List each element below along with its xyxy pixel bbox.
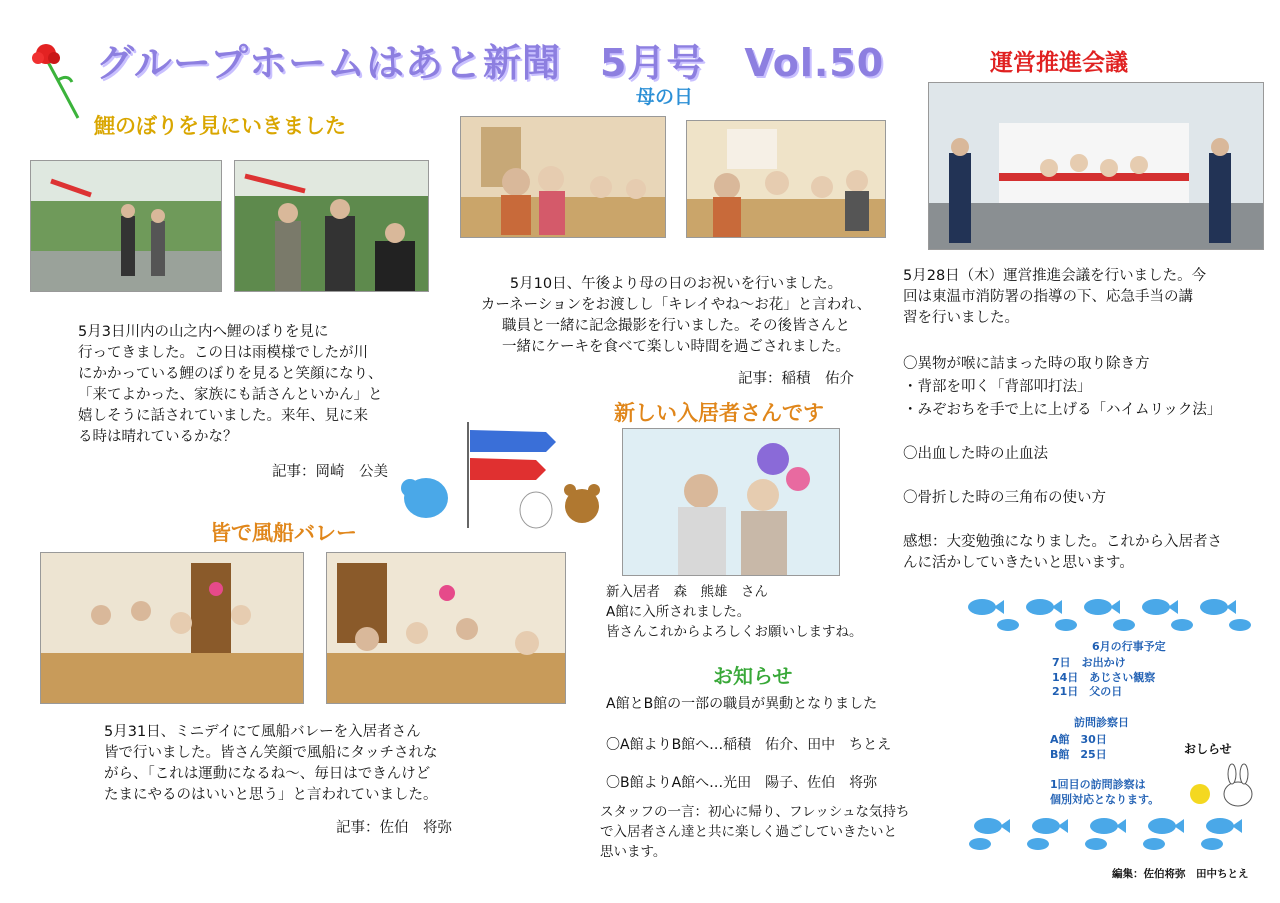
meeting-item-5: 〇骨折した時の三角布の使い方 [903,490,1106,506]
meeting-item-1: 〇異物が喉に詰まった時の取り除き方 [903,356,1150,372]
carp-signature: 記事：岡崎 公美 [272,464,388,480]
mothers-day-signature: 記事：稲積 佑介 [738,371,854,387]
carp-photo-1 [30,160,222,292]
oshirase-label: おしらせ [1184,742,1232,756]
notice-line-1: A館とB館の一部の職員が異動となりました [606,696,878,712]
meeting-item-4: 〇出血した時の止血法 [903,446,1048,462]
visit-note: 1回目の訪問診察は 個別対応となります。 [1050,778,1160,806]
notice-line-2: 〇A館よりB館へ…稲積 佑介、田中 ちとえ [606,737,892,753]
new-resident-heading: 新しい入居者さんです [614,401,824,425]
mothers-day-photo-1 [460,116,666,238]
meeting-heading: 運営推進会議 [990,50,1128,76]
schedule-title: 6月の行事予定 [1092,640,1166,653]
rabbit-chick-illustration [1180,760,1260,810]
visit-dates: A館 30日 B館 25日 [1050,733,1107,761]
newsletter-title: グループホームはあと新聞 5月号 Vol.50 [96,41,885,85]
schedule-events: 7日 お出かけ 14日 あじさい観察 21日 父の日 [1052,656,1156,698]
mothers-day-heading: 母の日 [636,86,694,108]
notice-heading: お知らせ [713,664,793,688]
staff-comment: スタッフの一言：初心に帰り、フレッシュな気持ち で入居者さん達と共に楽しく過ごしていきたいと 思います。 [600,804,910,860]
editor-credit: 編集：佐伯将弥 田中ちとえ [1112,868,1249,880]
carp-body: 5月3日川内の山之内へ鯉のぼりを見に 行ってきました。この日は雨模様でしたが川 にかかっている鯉のぼりを見ると笑顔になり、 「来てよかった、家族にも話さんといかん」と 嬉しそうに話されていました。来年、見に来 る時は晴れているかな？ [78,324,383,445]
balloon-body: 5月31日、ミニデイにて風船バレーを入居者さん 皆で行いました。皆さん笑顔で風船にタッチされな がら、「これは運動になるね～、毎日はできんけど たまにやるのはいいと思う」と言われていました。 [104,724,438,803]
visit-title: 訪問診察日 [1074,716,1129,729]
new-resident-photo [622,428,840,576]
fish-decoration-bottom [960,812,1260,854]
notice-line-3: 〇B館よりA館へ…光田 陽子、佐伯 将弥 [606,775,878,791]
balloon-photo-2 [326,552,566,704]
meeting-item-2: ・背部を叩く「背部叩打法」 [903,379,1092,395]
carp-streamer-illustration [396,418,606,536]
balloon-signature: 記事：佐伯 将弥 [336,820,452,836]
balloon-heading: 皆で風船バレー [210,521,357,545]
meeting-item-3: ・みぞおちを手で上に上げる「ハイムリック法」 [903,402,1222,418]
new-resident-body: 新入居者 森 熊雄 さん A館に入所されました。 皆さんこれからよろしくお願いしますね。 [606,584,863,640]
meeting-intro: 5月28日（木）運営推進会議を行いました。今 回は東温市消防署の指導の下、応急手当の講 習を行いました。 [903,268,1207,326]
meeting-photo [928,82,1264,250]
balloon-photo-1 [40,552,304,704]
mothers-day-photo-2 [686,120,886,238]
mothers-day-body: 5月10日、午後より母の日のお祝いを行いました。 カーネーションをお渡しし「キレイやね～お花」と言われ、 職員と一緒に記念撮影を行いました。その後皆さんと 一緒にケーキを食べて楽しい時間を過ごされました。 [480,276,872,355]
meeting-impression: 感想：大変勉強になりました。これから入居者さ んに活かしていきたいと思います。 [903,534,1222,571]
fish-decoration-top [960,595,1260,635]
carp-photo-2 [234,160,429,292]
carnation-icon [28,40,84,122]
carp-heading: 鯉のぼりを見にいきました [94,114,346,138]
